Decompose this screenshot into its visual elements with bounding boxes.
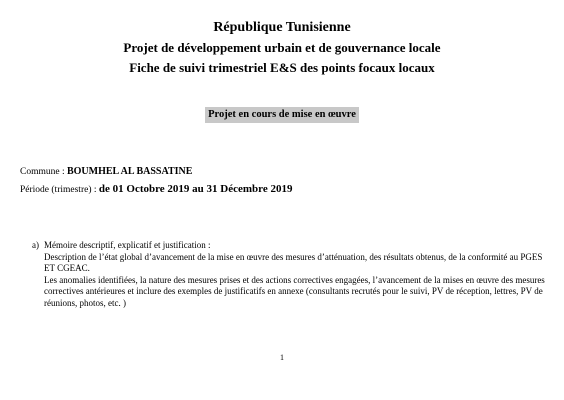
project-status-banner-wrap	[0, 104, 564, 123]
periode-line	[20, 183, 292, 197]
section-a	[32, 240, 552, 309]
project-status-banner: Projet en cours de mise en œuvre	[205, 107, 359, 123]
periode-label: Période (trimestre) :	[20, 185, 99, 195]
header-project-title: Projet de développement urbain et de gouvernance locale	[123, 40, 441, 55]
header-form-title: Fiche de suivi trimestriel E&S des points focaux locaux	[129, 60, 435, 75]
document-header	[0, 18, 564, 78]
periode-value: de 01 Octobre 2019 au 31 Décembre 2019	[98, 183, 293, 195]
commune-value: BOUMHEL AL BASSATINE	[66, 166, 193, 177]
section-a-title: Mémoire descriptif, explicatif et justification :	[44, 240, 211, 250]
commune-label: Commune :	[20, 167, 67, 177]
section-a-marker: a)	[32, 240, 39, 250]
section-a-paragraph-1: Description de l’état global d’avancement de la mise en œuvre des mesures d’atténuation, des résultats obtenus, de la conformité au PGES ET CGEAC.	[44, 251, 543, 273]
section-a-body	[44, 240, 552, 309]
section-a-paragraph-2: Les anomalies identifiées, la nature des mesures prises et des actions correctives engagées, l’avancement de la mises en œuvre des mesures correctives antérieures et inclure des exemples de justificatifs en annexe (consultants recrutés pour le suivi, PV de réception, lettres, PV de réunions, photos, etc. )	[44, 274, 545, 308]
header-republic: République Tunisienne	[213, 20, 351, 35]
commune-line	[20, 165, 192, 179]
page-number: 1	[280, 353, 284, 362]
